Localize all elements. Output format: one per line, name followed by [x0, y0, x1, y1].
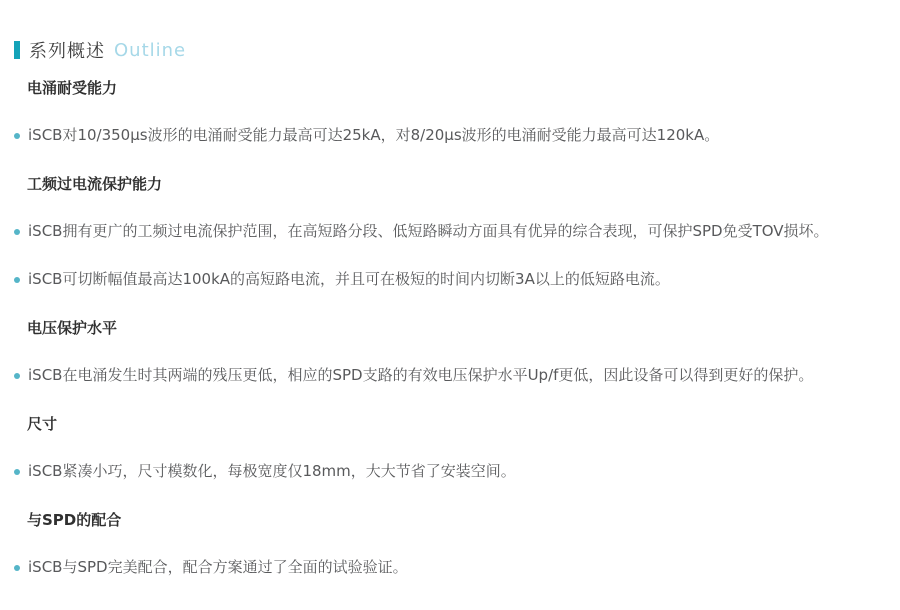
bullet-dot-icon	[14, 469, 20, 475]
page-title-row	[14, 39, 880, 61]
bullet-text: iSCB可切断幅值最高达100kA的高短路电流，并且可在极短的时间内切断3A以上的低短路电流。	[28, 270, 670, 288]
bullet-item	[14, 557, 880, 578]
bullet-text: iSCB与SPD完美配合，配合方案通过了全面的试验验证。	[28, 558, 408, 576]
bullet-text: iSCB紧凑小巧，尺寸模数化，每极宽度仅18mm，大大节省了安装空间。	[28, 462, 516, 480]
page-title: 系列概述	[29, 41, 105, 62]
bullet-text: iSCB在电涌发生时其两端的残压更低，相应的SPD支路的有效电压保护水平Up/f更低，因此设备可以得到更好的保护。	[28, 366, 814, 384]
bullet-item	[14, 125, 880, 146]
section-heading-surge-withstand: 电涌耐受能力	[27, 79, 118, 97]
bullet-item	[14, 221, 880, 242]
bullet-dot-icon	[14, 277, 20, 283]
bullet-text: iSCB拥有更广的工频过电流保护范围，在高短路分段、低短路瞬动方面具有优异的综合表现，可保护SPD免受TOV损坏。	[28, 222, 829, 240]
section-heading-spd-coordination: 与SPD的配合	[27, 511, 122, 529]
bullet-item	[14, 461, 880, 482]
bullet-dot-icon	[14, 229, 20, 235]
bullet-dot-icon	[14, 133, 20, 139]
section-heading-voltage-protection-level: 电压保护水平	[27, 319, 118, 337]
bullet-text: iSCB对10/350μs波形的电涌耐受能力最高可达25kA，对8/20μs波形的电涌耐受能力最高可达120kA。	[28, 126, 720, 144]
page-title-en: Outline	[114, 39, 187, 61]
bullet-dot-icon	[14, 565, 20, 571]
bullet-item	[14, 269, 880, 290]
bullet-item	[14, 365, 880, 386]
bullet-dot-icon	[14, 373, 20, 379]
title-accent-bar-icon	[14, 41, 20, 59]
section-heading-dimensions: 尺寸	[27, 415, 58, 433]
section-heading-overcurrent-protection: 工频过电流保护能力	[27, 175, 163, 193]
